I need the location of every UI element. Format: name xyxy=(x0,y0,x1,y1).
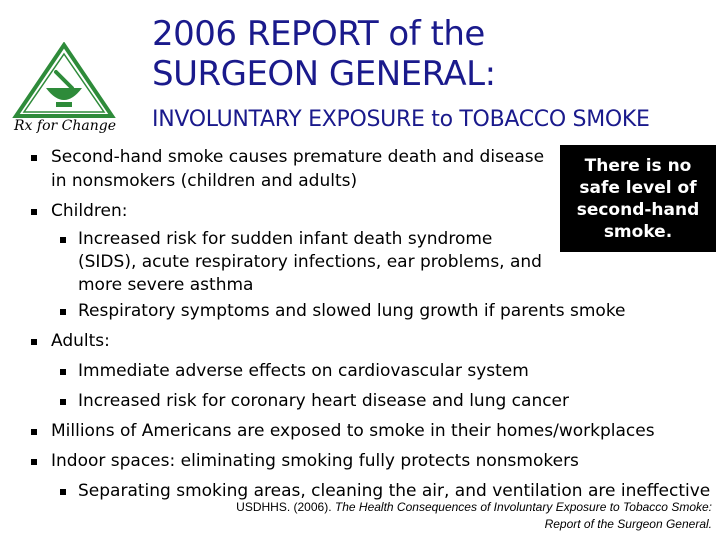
bullet-5-1: Separating smoking areas, cleaning the air, and ventilation are ineffective xyxy=(78,481,711,501)
bullet-2-2: Respiratory symptoms and slowed lung growth if parents smoke xyxy=(78,301,626,321)
bullet-marker xyxy=(31,429,37,435)
citation-title-line-2: Report of the Surgeon General. xyxy=(544,517,712,531)
citation xyxy=(236,499,712,533)
bullet-2-1-line-3: more severe asthma xyxy=(78,275,254,295)
bullet-3: Adults: xyxy=(51,331,110,351)
bullet-2: Children: xyxy=(51,201,128,221)
sub-bullet-marker xyxy=(60,309,66,315)
citation-title-line-1: The Health Consequences of Involuntary Exposure to Tobacco Smoke: xyxy=(334,500,712,514)
sub-bullet-marker xyxy=(60,369,66,375)
bullet-marker xyxy=(31,459,37,465)
sub-bullet-marker xyxy=(60,237,66,243)
bullet-4: Millions of Americans are exposed to smoke in their homes/workplaces xyxy=(51,421,655,441)
sub-bullet-marker xyxy=(60,399,66,405)
sub-bullet-marker xyxy=(60,489,66,495)
bullet-marker xyxy=(31,339,37,345)
page-subtitle: INVOLUNTARY EXPOSURE to TOBACCO SMOKE xyxy=(152,107,650,132)
bullet-3-1: Immediate adverse effects on cardiovascular system xyxy=(78,361,529,381)
callout-text: There is no safe level of second-hand smoke. xyxy=(576,155,700,242)
bullet-1-line-1: Second-hand smoke causes premature death and disease xyxy=(51,147,545,167)
bullet-5: Indoor spaces: eliminating smoking fully protects nonsmokers xyxy=(51,451,579,471)
bullet-2-1-line-2: (SIDS), acute respiratory infections, ear problems, and xyxy=(78,252,542,272)
bullet-2-1-line-1: Increased risk for sudden infant death syndrome xyxy=(78,229,493,249)
title-line-1: 2006 REPORT of the xyxy=(152,14,485,54)
title-line-2: SURGEON GENERAL: xyxy=(152,54,496,94)
mortar-icon xyxy=(46,88,82,100)
rx-for-change-logo xyxy=(12,42,140,134)
bullet-3-2: Increased risk for coronary heart disease and lung cancer xyxy=(78,391,570,411)
bullet-marker xyxy=(31,209,37,215)
logo-text: Rx for Change xyxy=(14,118,116,134)
bullet-marker xyxy=(31,155,37,161)
citation-prefix: USDHHS. (2006). xyxy=(236,500,332,514)
bullet-1-line-2: in nonsmokers (children and adults) xyxy=(51,171,358,191)
callout-box xyxy=(560,145,716,252)
page-title xyxy=(152,14,496,94)
